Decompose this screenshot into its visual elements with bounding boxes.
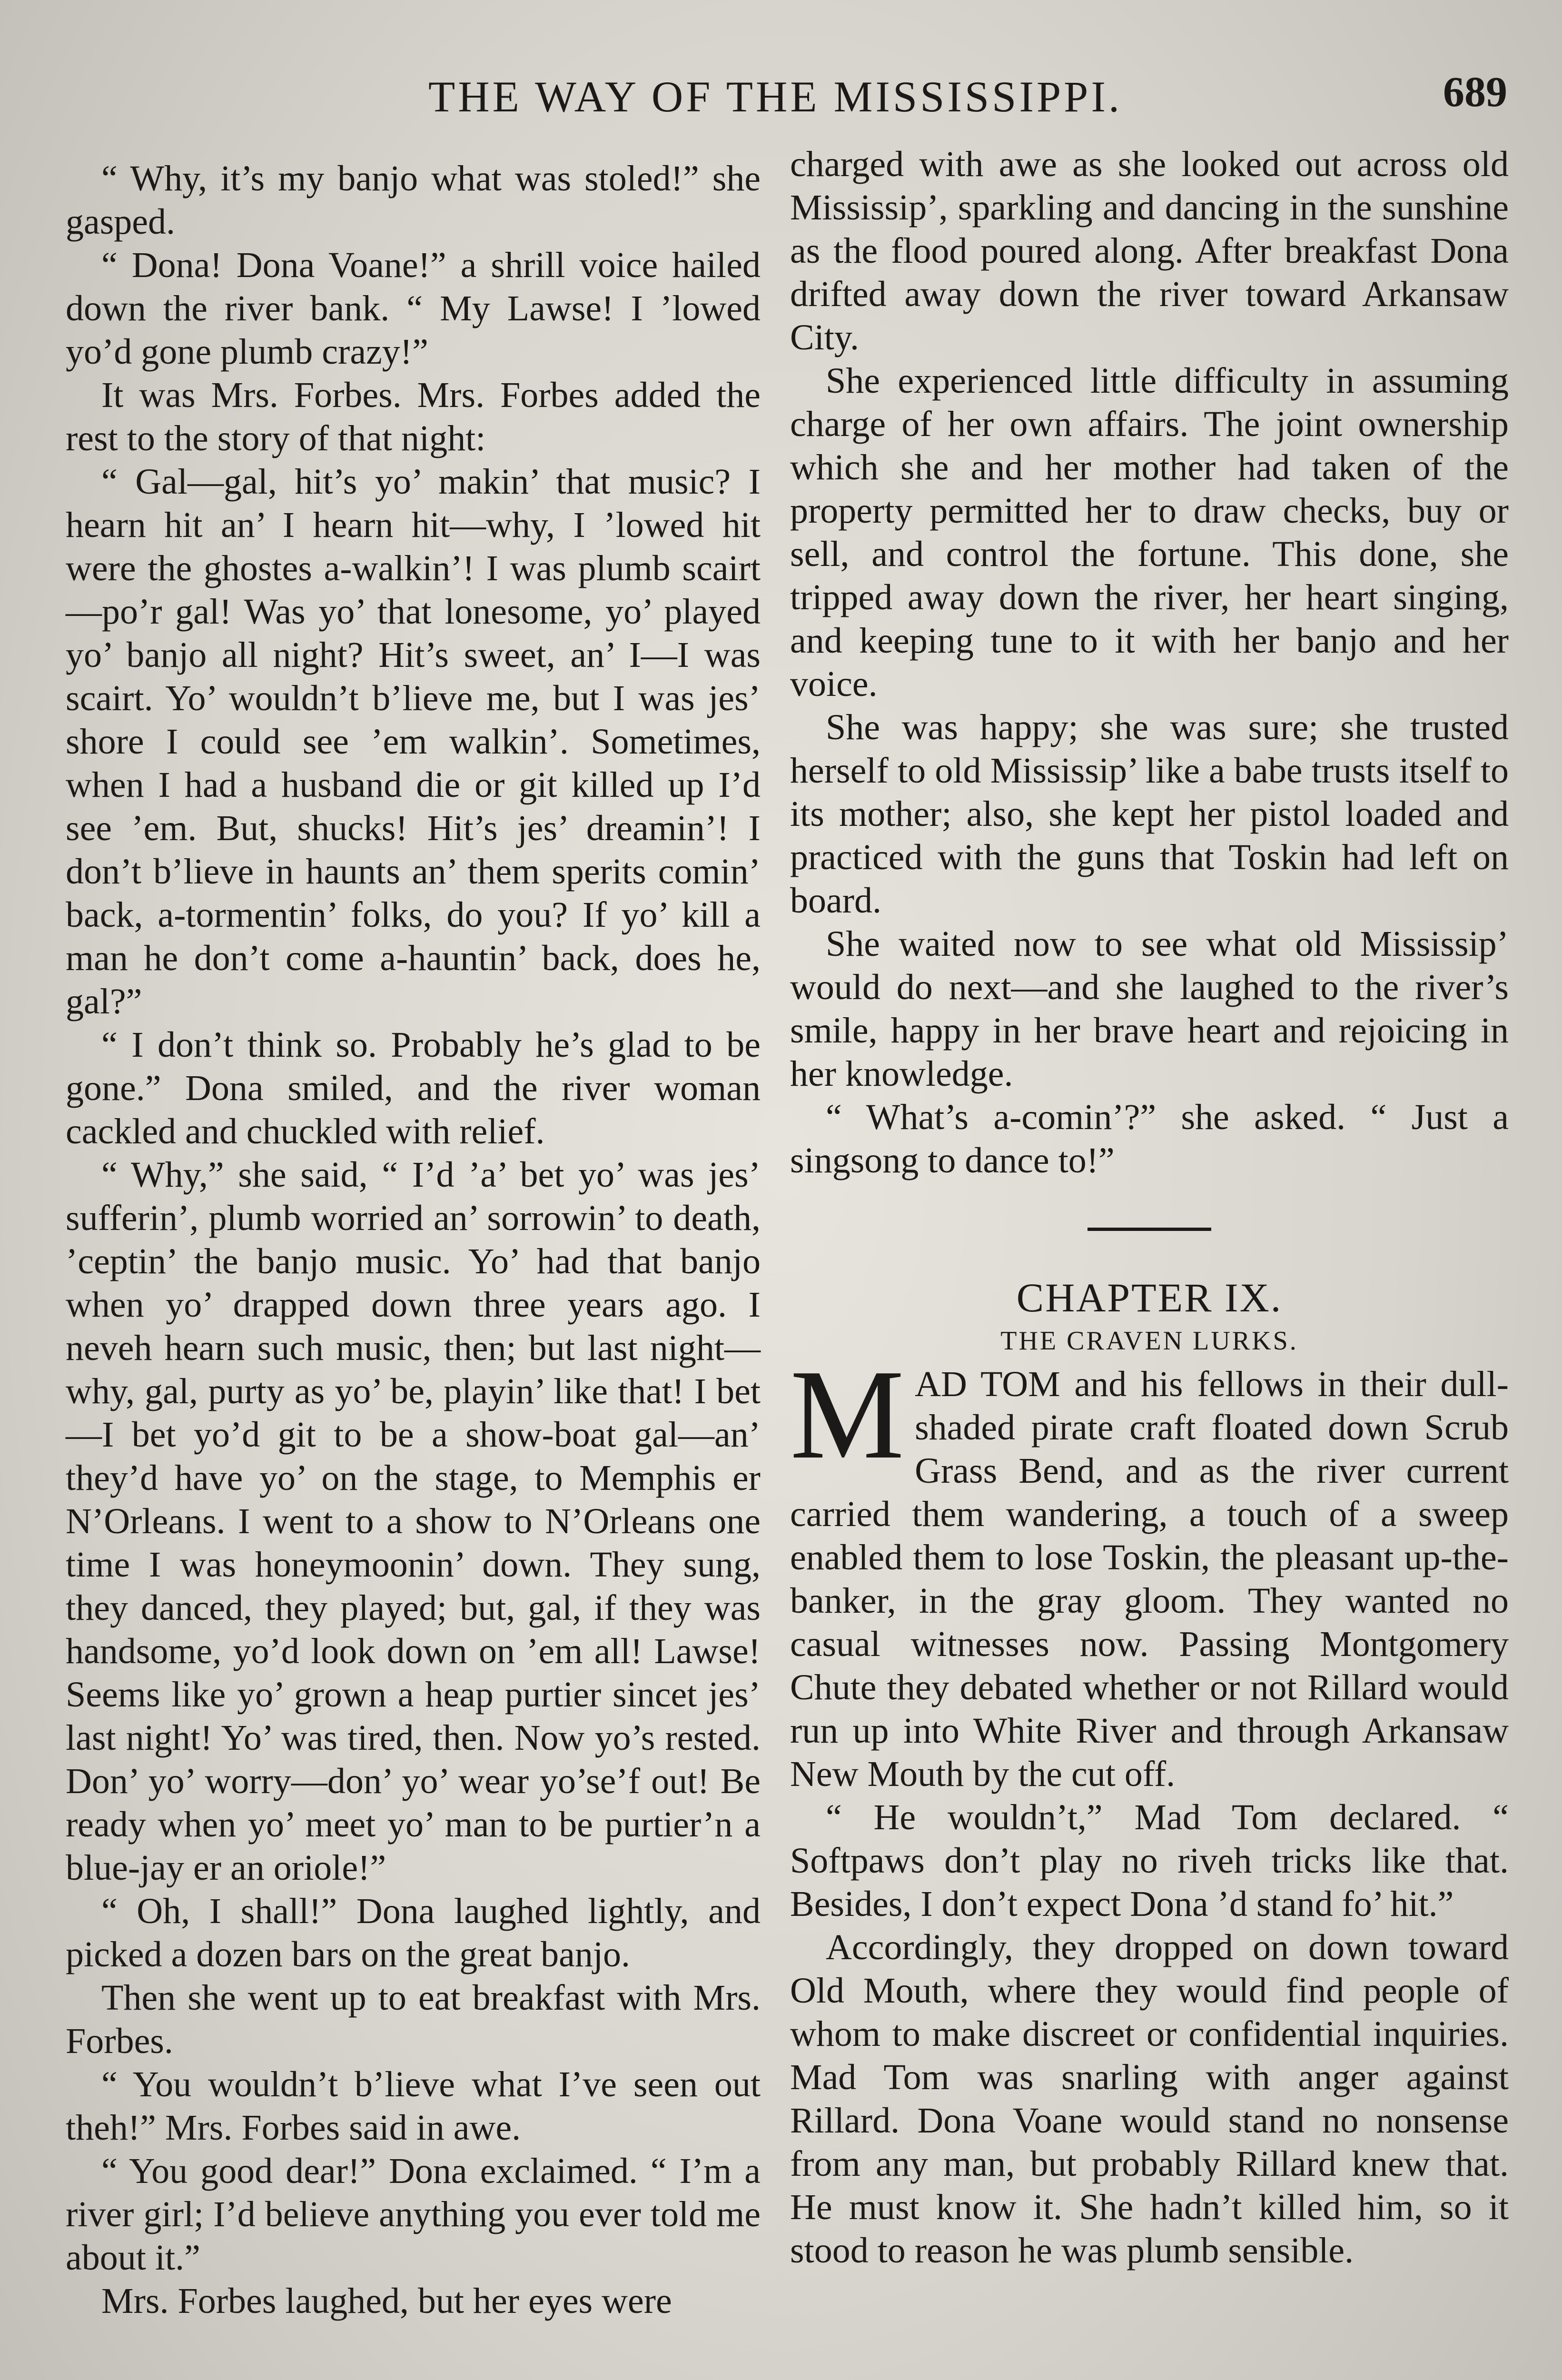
paragraph: “ He wouldn’t,” Mad Tom declared. “ Softpaws don’t play no riveh tricks like that. Besides, I don’t expect Dona ’d stand fo’ hit.” [790, 1797, 1509, 1924]
paragraph: Accordingly, they dropped on down toward Old Mouth, where they would find people of whom to make discreet or confidential inquiries. Mad Tom was snarling with anger against Rillard. Dona Voane would stand no nonsense from any man, but probably Rillard knew that. He must know it. She hadn’t killed him, so it stood to reason he was plumb sensible. [790, 1927, 1509, 2271]
paragraph: It was Mrs. Forbes. Mrs. Forbes added the rest to the story of that night: [66, 375, 761, 458]
chapter-subtitle: THE CRAVEN LURKS. [1000, 1326, 1298, 1356]
page-number: 689 [1443, 69, 1507, 116]
paragraph: She experienced little difficulty in assuming charge of her own affairs. The joint ownership which she and her mother had taken of the property permitted her to draw checks, buy or sell, and control the fortune. This done, she tripped away down the river, her heart singing, and keeping tune to it with her banjo and her voice. [790, 361, 1509, 704]
paragraph: “ What’s a-comin’?” she asked. “ Just a singsong to dance to!” [790, 1097, 1509, 1180]
paragraph: “ Why, it’s my banjo what was stoled!” she gasped. [66, 159, 761, 242]
chapter-opening-paragraph [790, 1343, 1509, 1796]
paragraph: “ Oh, I shall!” Dona laughed lightly, and picked a dozen bars on the great banjo. [66, 1891, 761, 1974]
paragraph: She was happy; she was sure; she trusted herself to old Mississip’ like a babe trusts itself to its mother; also, she kept her pistol loaded and practiced with the guns that Toskin had left on board. [790, 707, 1509, 921]
running-title: THE WAY OF THE MISSISSIPPI. [428, 72, 1122, 121]
drop-cap: M [790, 1343, 905, 1486]
paragraph: “ I don’t think so. Probably he’s glad to be gone.” Dona smiled, and the river woman cackled and chuckled with relief. [66, 1025, 761, 1151]
left-column [66, 157, 761, 2323]
paragraph: “ You wouldn’t b’lieve what I’ve seen out theh!” Mrs. Forbes said in awe. [66, 2064, 761, 2148]
paragraph-continuation: charged with awe as she looked out across old Mississip’, sparkling and dancing in the sunshine as the flood poured along. After breakfast Dona drifted away down the river toward Arkansaw City. [790, 144, 1509, 357]
page-header [0, 71, 1562, 138]
paragraph: “ Gal—gal, hit’s yo’ makin’ that music? I hearn hit an’ I hearn hit—why, I ’lowed hit were the ghostes a-walkin’! I was plumb scairt—po’r gal! Was yo’ that lonesome, yo’ played yo’ banjo all night? Hit’s sweet, an’ I—I was scairt. Yo’ wouldn’t b’lieve me, but I was jes’ shore I could see ’em walkin’. Sometimes, when I had a husband die or git killed up I’d see ’em. But, shucks! Hit’s jes’ dreamin’! I don’t b’lieve in haunts an’ them sperits comin’ back, a-tormentin’ folks, do you? If yo’ kill a man he don’t come a-hauntin’ back, does he, gal?” [66, 462, 761, 1021]
chapter-title: CHAPTER IX. [1016, 1275, 1283, 1320]
right-column [790, 143, 1509, 2272]
paragraph: Then she went up to eat breakfast with Mrs. Forbes. [66, 1978, 761, 2061]
paragraph: Mrs. Forbes laughed, but her eyes were [101, 2281, 672, 2321]
section-divider [1087, 1228, 1211, 1231]
chapter-opening-text: AD TOM and his fellows in their dull-shaded pirate craft floated down Scrub Grass Bend, and as the river current carried them wandering, a touch of a sweep enabled them to lose Toskin, the pleasant up-the-banker, in the gray gloom. They wanted no casual witnesses now. Passing Montgomery Chute they debated whether or not Rillard would run up into White River and through Arkansaw New Mouth by the cut off. [790, 1364, 1509, 1794]
paragraph: “ Why,” she said, “ I’d ’a’ bet yo’ was jes’ sufferin’, plumb worried an’ sorrowin’ to death, ’ceptin’ the banjo music. Yo’ had that banjo when yo’ drapped down three years ago. I neveh hearn such music, then; but last night—why, gal, purty as yo’ be, playin’ like that! I bet—I bet yo’d git to be a show-boat gal—an’ they’d have yo’ on the stage, to Memphis er N’Orleans. I went to a show to N’Orleans one time I was honeymoonin’ down. They sung, they danced, they played; but, gal, if they was handsome, yo’d look down on ’em all! Lawse! Seems like yo’ grown a heap purtier sincet jes’ last night! Yo’ was tired, then. Now yo’s rested. Don’ yo’ worry—don’ yo’ wear yo’se’f out! Be ready when yo’ meet yo’ man to be purtier’n a blue-jay er an oriole!” [66, 1155, 761, 1888]
paragraph: “ You good dear!” Dona exclaimed. “ I’m a river girl; I’d believe anything you ever told me about it.” [66, 2151, 761, 2278]
paragraph: She waited now to see what old Mississip’ would do next—and she laughed to the river’s smile, happy in her brave heart and rejoicing in her knowledge. [790, 924, 1509, 1094]
paragraph: “ Dona! Dona Voane!” a shrill voice hailed down the river bank. “ My Lawse! I ’lowed yo’d gone plumb crazy!” [66, 245, 761, 372]
